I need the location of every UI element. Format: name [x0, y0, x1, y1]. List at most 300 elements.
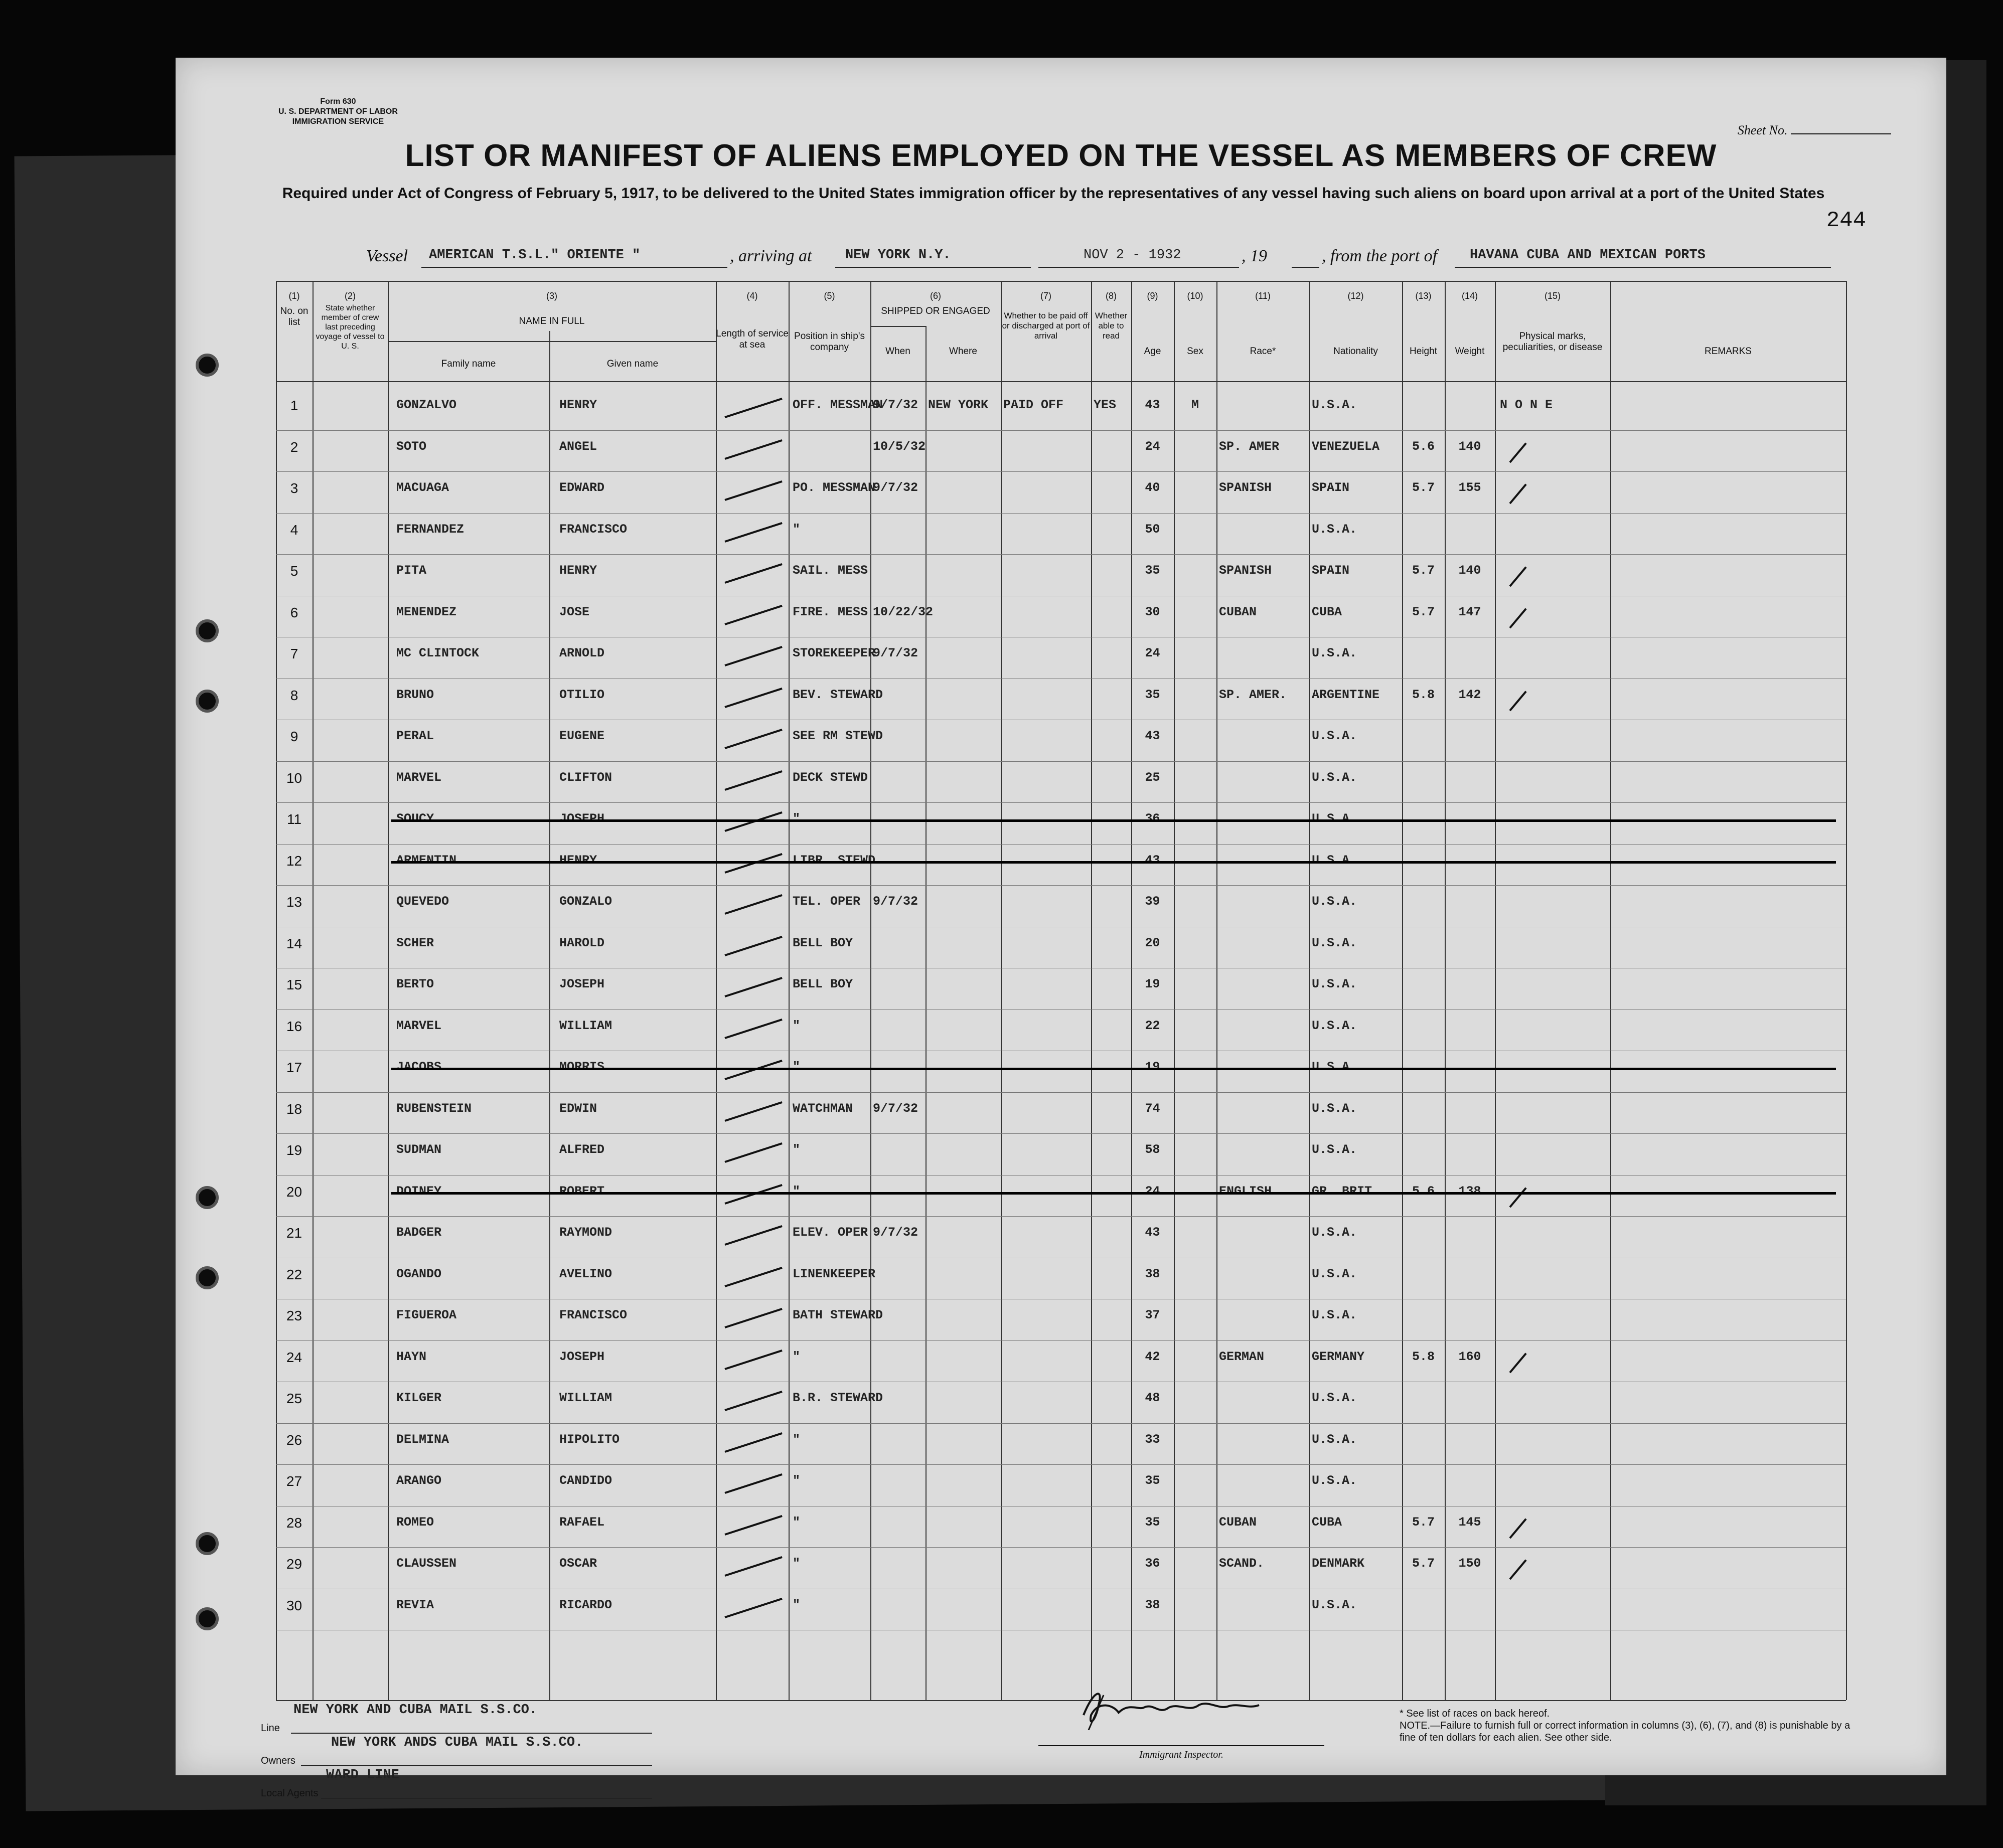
- cell-no: 14: [286, 935, 302, 951]
- cell-given: JOSE: [559, 604, 590, 619]
- header-name-in-full: NAME IN FULL: [519, 316, 585, 326]
- cell-nationality: U.S.A.: [1312, 894, 1357, 909]
- cell-age: 43: [1145, 398, 1160, 412]
- from-port: HAVANA CUBA AND MEXICAN PORTS: [1470, 248, 1706, 263]
- cell-no: 8: [290, 687, 298, 703]
- service-tick-mark: [724, 936, 782, 956]
- cell-nationality: U.S.A.: [1312, 1060, 1357, 1074]
- cell-family: BERTO: [396, 977, 434, 991]
- races-note: * See list of races on back hereof.: [1400, 1708, 1550, 1719]
- cell-family: DOINEY: [396, 1184, 442, 1199]
- header-paid-off: Whether to be paid off or discharged at port of arrival: [1002, 311, 1090, 341]
- local-agents-value: WARD LINE: [326, 1768, 399, 1783]
- cell-given: RAFAEL: [559, 1515, 605, 1530]
- cell-weight: 160: [1458, 1349, 1481, 1364]
- cell-weight: 155: [1458, 480, 1481, 495]
- header-state-whether: State whether member of crew last preceding voyage of vessel to U. S.: [316, 304, 385, 351]
- cell-height: 5.7: [1412, 604, 1435, 619]
- cell-given: CANDIDO: [559, 1473, 612, 1488]
- cell-age: 25: [1145, 770, 1160, 785]
- cell-race: SPANISH: [1219, 480, 1272, 495]
- header-position: Position in ship's company: [794, 331, 865, 353]
- column-number: (8): [1106, 291, 1117, 301]
- column-number: (11): [1255, 291, 1271, 301]
- cell-race: GERMAN: [1219, 1349, 1265, 1364]
- cell-position: SAIL. MESS: [793, 563, 868, 578]
- cell-family: CLAUSSEN: [396, 1556, 457, 1571]
- cell-age: 43: [1145, 729, 1160, 743]
- cell-when: 9/7/32: [873, 894, 918, 909]
- cell-nationality: U.S.A.: [1312, 1142, 1357, 1157]
- cell-nationality: SPAIN: [1312, 563, 1350, 578]
- cell-no: 24: [286, 1349, 302, 1365]
- cell-no: 21: [286, 1225, 302, 1241]
- cell-race: CUBAN: [1219, 604, 1257, 619]
- service-name: IMMIGRATION SERVICE: [292, 117, 384, 126]
- cell-nationality: U.S.A.: [1312, 1266, 1357, 1281]
- cell-given: WILLIAM: [559, 1018, 612, 1033]
- cell-given: FRANCISCO: [559, 522, 628, 537]
- cell-no: 1: [290, 398, 298, 413]
- cell-age: 36: [1145, 811, 1160, 826]
- cell-given: AVELINO: [559, 1266, 612, 1281]
- strike-through-line: [391, 1192, 1836, 1195]
- binder-hole-icon: [196, 1607, 219, 1630]
- header-length-of-service: Length of service at sea: [716, 328, 789, 350]
- cell-when: 10/5/32: [873, 439, 926, 454]
- cell-no: 16: [286, 1018, 302, 1034]
- vessel-line: [366, 241, 1921, 266]
- column-number: (4): [746, 291, 758, 301]
- header-given-name: Given name: [606, 359, 659, 369]
- cell-given: CLIFTON: [559, 770, 612, 785]
- cell-position: ELEV. OPER: [793, 1225, 868, 1240]
- cell-position: ": [793, 1018, 801, 1033]
- cell-age: 74: [1145, 1101, 1160, 1116]
- cell-position: OFF. MESSMAN: [793, 398, 883, 412]
- cell-given: HAROLD: [559, 935, 605, 950]
- cell-family: OGANDO: [396, 1266, 442, 1281]
- cell-family: ARMENTIN: [396, 853, 457, 868]
- cell-position: STOREKEEPER: [793, 646, 876, 660]
- stamp-number: 244: [1826, 208, 1866, 233]
- cell-given: OSCAR: [559, 1556, 597, 1571]
- cell-given: FRANCISCO: [559, 1308, 628, 1322]
- cell-nationality: U.S.A.: [1312, 770, 1357, 785]
- cell-when: 9/7/32: [873, 1101, 918, 1116]
- year-label: , 19: [1242, 247, 1267, 265]
- cell-given: ROBERT: [559, 1184, 605, 1199]
- cell-family: BRUNO: [396, 687, 434, 702]
- cell-position: ": [793, 1349, 801, 1364]
- cell-no: 3: [290, 480, 298, 496]
- cell-position: ": [793, 811, 801, 826]
- cell-family: PITA: [396, 563, 427, 578]
- binder-hole-icon: [196, 1186, 219, 1209]
- cell-nationality: U.S.A.: [1312, 935, 1357, 950]
- cell-family: SCHER: [396, 935, 434, 950]
- arriving-port: NEW YORK N.Y.: [845, 248, 951, 263]
- cell-position: SEE RM STEWD: [793, 729, 883, 743]
- header-race: Race*: [1250, 346, 1276, 357]
- cell-where: NEW YORK: [928, 398, 989, 412]
- cell-no: 30: [286, 1597, 302, 1613]
- cell-nationality: U.S.A.: [1312, 522, 1357, 537]
- cell-position: ": [793, 1142, 801, 1157]
- cell-position: ": [793, 1432, 801, 1447]
- cell-given: ALFRED: [559, 1142, 605, 1157]
- header-physical-marks: Physical marks, peculiarities, or disease: [1502, 331, 1603, 353]
- cell-position: ": [793, 1515, 801, 1530]
- service-tick-mark: [724, 977, 782, 997]
- cell-nationality: U.S.A.: [1312, 811, 1357, 826]
- header-when: When: [885, 346, 910, 357]
- cell-when: 9/7/32: [873, 480, 918, 495]
- cell-given: EUGENE: [559, 729, 605, 743]
- cell-nationality: U.S.A.: [1312, 729, 1357, 743]
- form-identifier: [278, 97, 398, 127]
- binder-hole-icon: [196, 619, 219, 642]
- service-tick-mark: [724, 1225, 782, 1246]
- cell-no: 13: [286, 894, 302, 910]
- cell-given: OTILIO: [559, 687, 605, 702]
- cell-family: JACOBS: [396, 1060, 442, 1074]
- cell-no: 12: [286, 853, 302, 869]
- fine-note: NOTE.—Failure to furnish full or correct information in columns (3), (6), (7), and (8) is punishable by a fine of ten dollars for each alien. See other side.: [1400, 1720, 1851, 1743]
- cell-position: B.R. STEWARD: [793, 1391, 883, 1405]
- cell-family: REVIA: [396, 1597, 434, 1612]
- cell-given: HENRY: [559, 563, 597, 578]
- service-tick-mark: [724, 1515, 782, 1536]
- cell-age: 19: [1145, 977, 1160, 991]
- cell-age: 43: [1145, 853, 1160, 868]
- cell-family: ROMEO: [396, 1515, 434, 1530]
- cell-no: 25: [286, 1391, 302, 1406]
- cell-no: 17: [286, 1060, 302, 1075]
- cell-nationality: VENEZUELA: [1312, 439, 1380, 454]
- sheet-no-label: Sheet No.: [1737, 123, 1788, 137]
- marks-check-mark: [1509, 566, 1526, 587]
- cell-family: MACUAGA: [396, 480, 449, 495]
- cell-race: SPANISH: [1219, 563, 1272, 578]
- cell-age: 24: [1145, 1184, 1160, 1199]
- from-port-label: , from the port of: [1322, 247, 1438, 265]
- cell-when: 9/7/32: [873, 398, 918, 412]
- manifest-sheet: [176, 58, 1946, 1799]
- cell-age: 58: [1145, 1142, 1160, 1157]
- cell-given: HENRY: [559, 853, 597, 868]
- line-value: NEW YORK AND CUBA MAIL S.S.CO.: [293, 1703, 538, 1718]
- service-tick-mark: [724, 1350, 782, 1370]
- cell-age: 38: [1145, 1597, 1160, 1612]
- cell-no: 2: [290, 439, 298, 455]
- cell-race: SP. AMER: [1219, 439, 1280, 454]
- service-tick-mark: [724, 563, 782, 584]
- cell-age: 24: [1145, 646, 1160, 660]
- cell-position: ": [793, 1184, 801, 1199]
- cell-height: 5.8: [1412, 687, 1435, 702]
- cell-age: 22: [1145, 1018, 1160, 1033]
- service-tick-mark: [724, 688, 782, 708]
- cell-family: MENENDEZ: [396, 604, 457, 619]
- cell-nationality: U.S.A.: [1312, 1473, 1357, 1488]
- cell-age: 30: [1145, 604, 1160, 619]
- cell-paid: PAID OFF: [1003, 398, 1064, 412]
- cell-no: 10: [286, 770, 302, 786]
- line-label: Line: [261, 1723, 280, 1734]
- cell-nationality: U.S.A.: [1312, 977, 1357, 991]
- cell-nationality: GERMANY: [1312, 1349, 1365, 1364]
- service-tick-mark: [724, 1142, 782, 1163]
- cell-no: 22: [286, 1266, 302, 1282]
- service-tick-mark: [724, 1267, 782, 1287]
- vessel-name: AMERICAN T.S.L." ORIENTE ": [429, 248, 641, 263]
- cell-height: 5.8: [1412, 1349, 1435, 1364]
- cell-position: DECK STEWD: [793, 770, 868, 785]
- marks-check-mark: [1509, 1353, 1526, 1373]
- header-age: Age: [1144, 346, 1161, 357]
- cell-no: 15: [286, 977, 302, 992]
- cell-height: 5.7: [1412, 1556, 1435, 1571]
- column-number: (14): [1461, 291, 1478, 301]
- marks-check-mark: [1509, 442, 1526, 463]
- cell-family: ARANGO: [396, 1473, 442, 1488]
- cell-given: EDWIN: [559, 1101, 597, 1116]
- service-tick-mark: [724, 1432, 782, 1453]
- binder-hole-icon: [196, 690, 219, 713]
- cell-given: GONZALO: [559, 894, 612, 909]
- service-tick-mark: [724, 646, 782, 666]
- cell-no: 7: [290, 646, 298, 661]
- header-shipped-or-engaged: SHIPPED OR ENGAGED: [881, 306, 990, 316]
- header-family-name: Family name: [441, 359, 496, 369]
- cell-family: MARVEL: [396, 1018, 442, 1033]
- cell-weight: 147: [1458, 604, 1481, 619]
- cell-nationality: U.S.A.: [1312, 1391, 1357, 1405]
- column-number: (3): [546, 291, 557, 301]
- service-tick-mark: [724, 1391, 782, 1411]
- cell-age: 48: [1145, 1391, 1160, 1405]
- cell-family: SOUCY: [396, 811, 434, 826]
- column-number: (6): [930, 291, 941, 301]
- cell-position: ": [793, 1556, 801, 1571]
- cell-height: 5.7: [1412, 1515, 1435, 1530]
- cell-position: ": [793, 522, 801, 537]
- header-nationality: Nationality: [1333, 346, 1378, 357]
- marks-check-mark: [1509, 691, 1526, 711]
- header-weight: Weight: [1455, 346, 1485, 357]
- cell-nationality: U.S.A.: [1312, 1101, 1357, 1116]
- cell-no: 26: [286, 1432, 302, 1448]
- cell-given: JOSEPH: [559, 811, 605, 826]
- cell-no: 23: [286, 1308, 302, 1323]
- cell-age: 35: [1145, 563, 1160, 578]
- cell-age: 35: [1145, 1473, 1160, 1488]
- service-tick-mark: [724, 1308, 782, 1328]
- cell-no: 4: [290, 522, 298, 538]
- cell-family: BADGER: [396, 1225, 442, 1240]
- cell-no: 6: [290, 604, 298, 620]
- cell-age: 50: [1145, 522, 1160, 537]
- cell-position: FIRE. MESS: [793, 604, 868, 619]
- marks-check-mark: [1509, 1559, 1526, 1580]
- cell-age: 20: [1145, 935, 1160, 950]
- arrival-date-stamp: NOV 2 - 1932: [1084, 248, 1181, 263]
- service-tick-mark: [724, 1101, 782, 1122]
- service-tick-mark: [724, 1556, 782, 1577]
- cell-age: 40: [1145, 480, 1160, 495]
- cell-no: 9: [290, 729, 298, 744]
- cell-nationality: CUBA: [1312, 1515, 1342, 1530]
- cell-given: RICARDO: [559, 1597, 612, 1612]
- column-number: (15): [1544, 291, 1561, 301]
- cell-nationality: U.S.A.: [1312, 1225, 1357, 1240]
- cell-family: PERAL: [396, 729, 434, 743]
- cell-nationality: U.S.A.: [1312, 1308, 1357, 1322]
- cell-no: 19: [286, 1142, 302, 1158]
- cell-race: CUBAN: [1219, 1515, 1257, 1530]
- marks-check-mark: [1509, 1518, 1526, 1539]
- cell-weight: 145: [1458, 1515, 1481, 1530]
- strike-through-line: [391, 861, 1836, 864]
- cell-age: 42: [1145, 1349, 1160, 1364]
- cell-age: 19: [1145, 1060, 1160, 1074]
- cell-when: 9/7/32: [873, 646, 918, 660]
- cell-nationality: DENMARK: [1312, 1556, 1365, 1571]
- cell-no: 28: [286, 1515, 302, 1531]
- service-tick-mark: [724, 1019, 782, 1039]
- cell-height: 5.7: [1412, 480, 1435, 495]
- form-number: Form 630: [320, 97, 356, 106]
- cell-family: SUDMAN: [396, 1142, 442, 1157]
- cell-position: LINENKEEPER: [793, 1266, 876, 1281]
- cell-weight: 142: [1458, 687, 1481, 702]
- cell-age: 35: [1145, 1515, 1160, 1530]
- cell-position: TEL. OPER: [793, 894, 861, 909]
- cell-position: ": [793, 1473, 801, 1488]
- cell-nationality: U.S.A.: [1312, 1432, 1357, 1447]
- header-where: Where: [949, 346, 977, 357]
- cell-height: 5.6: [1412, 439, 1435, 454]
- crew-table: [276, 281, 1846, 1700]
- owners-value: NEW YORK ANDS CUBA MAIL S.S.CO.: [331, 1735, 583, 1750]
- inspector-signature: [1073, 1685, 1284, 1730]
- page-title: LIST OR MANIFEST OF ALIENS EMPLOYED ON THE VESSEL AS MEMBERS OF CREW: [405, 138, 1717, 173]
- local-agents-label: Local Agents: [261, 1788, 319, 1799]
- cell-sex: M: [1191, 398, 1199, 412]
- column-number: (5): [824, 291, 835, 301]
- cell-when: 10/22/32: [873, 604, 934, 619]
- cell-age: 36: [1145, 1556, 1160, 1571]
- cell-race: SP. AMER.: [1219, 687, 1287, 702]
- cell-given: MORRIS: [559, 1060, 605, 1074]
- binder-hole-icon: [196, 1532, 219, 1555]
- cell-given: RAYMOND: [559, 1225, 612, 1240]
- owners-label: Owners: [261, 1755, 295, 1766]
- cell-nationality: U.S.A.: [1312, 646, 1357, 660]
- department-name: U. S. DEPARTMENT OF LABOR: [278, 107, 398, 116]
- sheet-number: [1738, 123, 1891, 138]
- cell-position: BEV. STEWARD: [793, 687, 883, 702]
- cell-race: SCAND.: [1219, 1556, 1265, 1571]
- cell-position: BELL BOY: [793, 935, 853, 950]
- cell-age: 43: [1145, 1225, 1160, 1240]
- service-tick-mark: [724, 770, 782, 791]
- cell-family: HAYN: [396, 1349, 427, 1364]
- cell-position: BELL BOY: [793, 977, 853, 991]
- strike-through-line: [391, 1068, 1836, 1070]
- service-tick-mark: [724, 439, 782, 460]
- cell-nationality: ARGENTINE: [1312, 687, 1380, 702]
- cell-given: HIPOLITO: [559, 1432, 620, 1447]
- cell-age: 39: [1145, 894, 1160, 909]
- cell-weight: 140: [1458, 439, 1481, 454]
- cell-family: KILGER: [396, 1391, 442, 1405]
- cell-nationality: U.S.A.: [1312, 853, 1357, 868]
- column-number: (1): [288, 291, 300, 301]
- strike-through-line: [391, 819, 1836, 822]
- cell-position: ": [793, 1597, 801, 1612]
- cell-family: GONZALVO: [396, 398, 457, 412]
- cell-given: JOSEPH: [559, 1349, 605, 1364]
- cell-weight: 140: [1458, 563, 1481, 578]
- column-number: (10): [1187, 291, 1203, 301]
- cell-given: JOSEPH: [559, 977, 605, 991]
- cell-weight: 138: [1458, 1184, 1481, 1199]
- column-number: (9): [1147, 291, 1158, 301]
- cell-no: 20: [286, 1184, 302, 1200]
- cell-family: MC CLINTOCK: [396, 646, 480, 660]
- cell-no: 11: [286, 811, 302, 827]
- cell-family: MARVEL: [396, 770, 442, 785]
- cell-given: EDWARD: [559, 480, 605, 495]
- cell-height: 5.6: [1412, 1184, 1435, 1199]
- cell-family: QUEVEDO: [396, 894, 449, 909]
- service-tick-mark: [724, 480, 782, 501]
- binder-hole-icon: [196, 1266, 219, 1289]
- cell-age: 38: [1145, 1266, 1160, 1281]
- page-subtitle: Required under Act of Congress of February 5, 1917, to be delivered to the United States immigration officer by the representatives of any vessel having such aliens on board upon arrival at a port of the United States: [282, 185, 1825, 202]
- cell-read: YES: [1094, 398, 1117, 412]
- cell-when: 9/7/32: [873, 1225, 918, 1240]
- marks-check-mark: [1509, 608, 1526, 628]
- cell-no: 27: [286, 1473, 302, 1489]
- column-number: (7): [1040, 291, 1051, 301]
- service-tick-mark: [724, 1598, 782, 1618]
- service-tick-mark: [724, 729, 782, 749]
- service-tick-mark: [724, 1473, 782, 1494]
- cell-age: 35: [1145, 687, 1160, 702]
- cell-given: ANGEL: [559, 439, 597, 454]
- cell-given: WILLIAM: [559, 1391, 612, 1405]
- cell-given: HENRY: [559, 398, 597, 412]
- cell-position: LIBR. STEWD: [793, 853, 876, 868]
- cell-position: BATH STEWARD: [793, 1308, 883, 1322]
- cell-no: 5: [290, 563, 298, 579]
- cell-position: PO. MESSMAN: [793, 480, 876, 495]
- service-tick-mark: [724, 398, 782, 418]
- header-height: Height: [1410, 346, 1437, 357]
- service-tick-mark: [724, 522, 782, 543]
- cell-weight: 150: [1458, 1556, 1481, 1571]
- cell-nationality: SPAIN: [1312, 480, 1350, 495]
- cell-no: 18: [286, 1101, 302, 1117]
- footnote: [1400, 1708, 1851, 1744]
- service-tick-mark: [724, 605, 782, 625]
- cell-given: ARNOLD: [559, 646, 605, 660]
- binder-hole-icon: [196, 354, 219, 377]
- cell-nationality: U.S.A.: [1312, 398, 1357, 412]
